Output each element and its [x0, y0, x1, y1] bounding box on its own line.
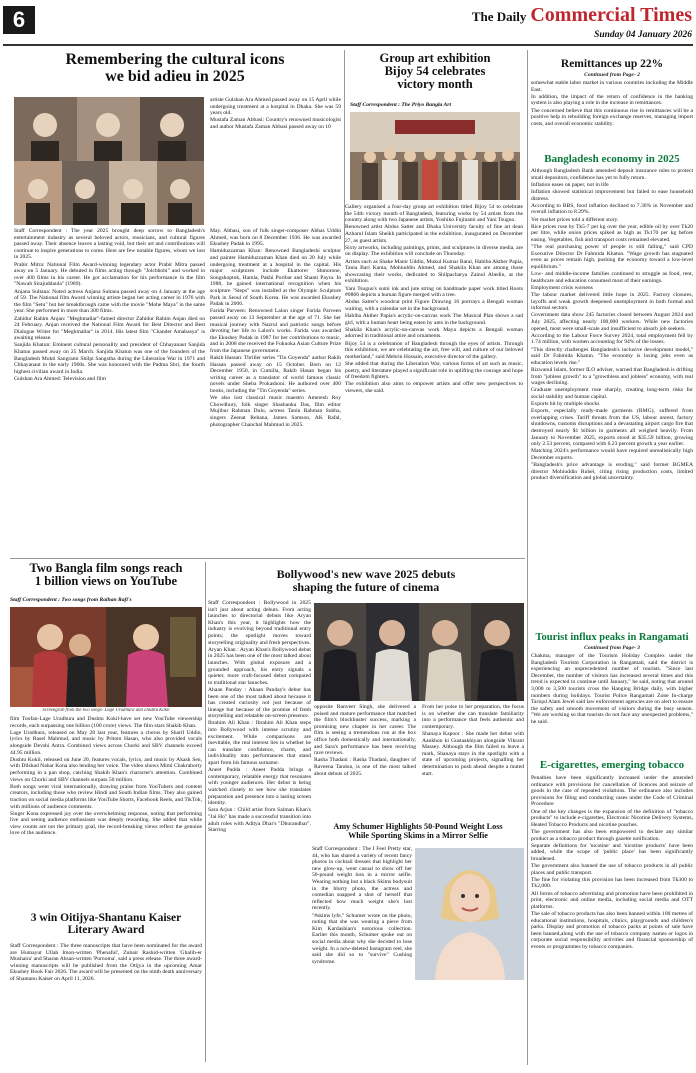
amy-headline: Amy Schumer Highlights 50-Pound Weight Loss While Sporting Skims in a Mirror Selfie: [333, 823, 503, 840]
ecig-body: Penalties have been significantly increased under the amended ordinance with provisions for cancellation of licences and seizure of goods in the case of repeated violations. The ordinance also includes provisions for filing and conducting cases under the Code of Criminal Procedure One of the key changes is the expansion of the definition of "tobacco products" to include e-cigarettes, Electronic Nicotine Delivery Systems, Heated Tobacco Products and nicotine pouches. The government has also been empowered to declare any similar product as a tobacco product through gazette notification. Separate definitions for 'nicotine' and 'nicotine products' have been added, while the scope of 'public place' has been significantly broadened. The government also banned the use of tobacco products in all public places and public transport. The fine for violating this provision has been increased from Tk300 to Tk2,000. All forms of tobacco advertising and promotion have been prohibited in print, electronic and online media, including social media and OTT platforms. The sale of tobacco products has also been banned within 100 metres of educational institutions, hospitals, clinics, playgrounds and children's parks. Display and promotion of tobacco packs at points of sale have been banned,along with the use of tobacco company names or logos in corporate social responsibility activities and financial sponsorship of events or programmes by tobacco companies.: [531, 775, 693, 950]
cultural-headline: Remembering the cultural icons we bid adieu in 2025: [65, 52, 285, 85]
paper-name: [460, 4, 692, 26]
issue-date: Sunday 04 January 2026: [594, 30, 692, 40]
bollywood-col3: From her poise to her preparation, the focus is on whether she can translate familiarity into a performance that feels authentic and contemporary. Shanaya Kapoor : She made her debut with Aankhon ki Gustaakhiyan alongside Vikrant Massey. Although the film failed to leave a mark, Shanaya stays in the spotlight with a state of upcoming projects, signalling her determination to push ahead despite a muted start.: [422, 704, 524, 777]
col-divider-bottom: [205, 562, 206, 1062]
amy-photo: [415, 848, 524, 980]
songs-headline: Two Bangla film songs reach 1 billion views on YouTube: [29, 562, 183, 589]
bollywood-headline: Bollywood's new wave 2025 debuts shaping the future of cinema: [276, 568, 456, 594]
section-rule: [10, 558, 525, 559]
paper-name-main: Commercial Times: [530, 4, 692, 26]
oitijya-body: Staff Correspondent : The three manuscripts that have been nominated for the award are Humayut Ullah Imon-written 'Phenaful', Zubair Rashid-written 'Ghalib-er Mushaira' and Sharan Ahsan-written 'Purnoma', said a press release. The three award-winning manuscripts will be published from the Otijya in the upcoming Amar Ekushey Book Fair 2026. The award will be presented on the ninth death anniversary of Shantanu Kaiser on April 11, 2026.: [10, 943, 202, 982]
bollywood-photo: [314, 603, 524, 701]
exhibition-byline: Staff Correspondent : The Priyo Bangla Art: [350, 102, 452, 108]
remit-headline: Remittances up 22%: [560, 58, 664, 70]
songs-byline: Staff Correspondent : Two songs from Raihan Rafi's: [10, 597, 132, 603]
tourist-headline: Tourist influx peaks in Rangamati: [535, 632, 689, 643]
songs-photo: [10, 607, 202, 707]
remit-continued: Continued from Page- 2: [584, 72, 640, 78]
oitijya-headline: 3 win Oitijya-Shantanu Kaiser Literary Award: [30, 912, 182, 937]
songs-body: film Toofan-Lage Uradhura and Dushtu Kokil-have set new YouTube viewership records, each surpassing one billion (100 crore) views. The film stars Shakib Khan. Lage Uradhura, released on May 28 last year, features a chorus by Sharif Uddin, lyrics by Rasel Mahmud, and music by Pritom Hasan, who also provided vocals alongside Devshi Antra. Combined views across Chorki and SBV channels exceed 44.95 million. Dushtu Kokil, released on June 20, features vocals, lyrics, and music by Akash Sen, with Dilshad Nahar Kona also lending her voice. The video shows Mimi Chakraborty performing in a pan shop, catching Shakib Khan's character's attention. Combined views on Chorki and SBV channels surpass 50 million. Both songs went viral internationally, drawing praise from YouTubers and content creators, including those who review Hindi and South Indian films. They also gained traction on social media platforms like YouTube Shorts, Facebook Reels, and TikTok, with millions of audience comments. Singer Kona expressed joy over the overwhelming response, noting that performing live and seeing audience enthusiasm was deeply rewarding. She added that while view counts are not the primary goal, the record-breaking views reflect the genuine love of the audience.: [10, 716, 202, 837]
masthead-rule: [3, 44, 693, 46]
tourist-body: Chakma, manager of the Tourism Holiday Complex under the Bangladesh Tourism Corporation in Rangamati, said the district is experiencing an unprecedented number of tourists. "Since last December, the number of visitors has increased several times and this trend is expected to continue until January," he said, noting that around 3,000 to 3,500 tourists cross the Hanging Bridge daily, with higher numbers during holidays. Tourist Police Rangamati Zone In-charge Tariqul Alam Jewel said law enforcement agencies are on alert to ensure the safety and smooth movement of visitors during the busy season. "We are working so that tourists do not face any unexpected problems," he said.: [531, 653, 693, 725]
ecig-headline: E-cigarettes, emerging tobacco: [539, 760, 685, 771]
exhibition-headline: Group art exhibition Bijoy 54 celebrates victory month: [379, 52, 491, 92]
col-divider-right: [527, 50, 528, 1065]
bollywood-col2: opposite Ranveer Singh, she delivered a poised and mature performance that matched the film's blockbuster success, marking a promising new chapter in her career. The film is seeing a tremendous run at the box office both domestically and internationally, and Sara's performance has been receiving rave reviews. Rasha Thadani : Rasha Thadani, daughter of Raveena Tandon, is one of the most talked about debuts of 2025.: [314, 704, 416, 777]
paper-name-prefix: The Daily: [471, 9, 527, 24]
page-number: 6: [3, 6, 35, 34]
remit-body: somewhat stable labor market in various countries including the Middle East. In addition, the impact of the return of confidence in the banking system is also playing a role in the increase in remittances. The concerned believe that this continuous rise in remittances will be a positive help in rebuilding foreign exchange reserves, managing import costs, and overall economic stability.: [531, 80, 693, 127]
cultural-col2-top: artiste Gulshan Ara Ahmed passed away on 15 April while undergoing treatment at a hospital in Dhaka. She was 59 years old. Mustafa Zaman Abbasi: Country's renowned musicologist and author Mustafa Zaman Abbasi passed away on 10: [210, 97, 341, 130]
exhibition-photo: [350, 112, 520, 200]
cultural-photo-collage: [14, 97, 204, 225]
bollywood-col1: Staff Correspondent : Bollywood in 2025 isn't just about acting debuts. From acting launches to directorial debuts like Aryan Khan's this year, it highlights how the industry is evolving beyond traditional entry points; the spotlight moves toward storytelling originality and fresh perspectives. Aryan Khan : Aryan Khan's Bollywood debut in 2025 has been one of the most talked about launches. With global exposure and a grounded approach, his entry signals a quieter, more craft-focused debut compared to traditional star launches. Ahaan Panday : Ahaan Panday's debut has been one of the most talked about because it has created curiosity not just because of lineage but because of the promise of fresh storytelling and relatable on-screen presence. Ibrahim Ali Khan : Ibrahim Ali Khan steps into Bollywood with intense scrutiny and excitement. While comparisons are inevitable, the real interest lies in whether he can translate confidence, charm, and individuality into performances that stand apart from his famous surname. Aneet Padda : Aneet Padda brings a contemporary, relatable energy that resonates with younger audiences. Her debut is being watched closely to see how she translates preparation and presence into a lasting screen identity. Sara Arjun : Child artist from Salman Khan's "Jai Ho" has made a successful transition into adult roles with Aditya Dhar's "Dhurandhar". Starring: [208, 600, 311, 834]
cultural-col1: Staff Correspondent : The year 2025 brought deep sorrow to Bangladesh's entertainment industry as several beloved actors, musicians, and cultural figures passed away. Their absence leaves a lasting void, but their art and contributions will continue to inspire generations to come. Here are few notable figures, whom we lost in 2025. Prabir Mitra: National Film Award-winning legendary actor Prabir Mitra passed away on 5 January. He debuted in films acting through "Jolchhobi" and worked in over 400 films in his career. He got acclamation for his performance in the film "Nawab Sirajuddaula" (1989). Anjana Sultana: Noted actress Anjana Sultana passed away on 4 January at the age of 59. The National film Award winning artiste began her acting career in 1976 with the film "Setu" but her breakthrough came with the movie "Mohe Maya" in the same year. She performed in more than 300 films. Zahidur Rahim Anjan: "Meghmallar"-famed director Zahidur Rahim Anjan died on 24 February. Anjan received the National Film Award for Best Director and Best Dialogue Writer for "Meghmallar" in 2014. His latest film "Chander Amabasya" is awaiting release. Sanjida Khatun: Eminent cultural personality and president of Chhayanaut Sanjida Khatun passed away on 25 March. Sanjida Khatun was one of the founders of the Bangladesh Mukti Sangrami Shilpi Sangstha during the Liberation War in 1971 and Chhayanaut in the early 1960s. She was honoured with the Padma Shri, the fourth highest civilian award in India. Gulshan Ara Ahmed: Television and film: [14, 228, 205, 383]
amy-col1: Staff Correspondent : The I Feel Pretty star, 44, who has shared a variety of recent fancy photos in cocktail dresses that highlight her new glow-up, went casual to show off her 50-pound weight loss in a mirror selfie. Wearing nothing but a black Skims bodysuit in the blurry photo, the actress and comedian snapped a shot of herself that reflected how much weight she's lost recently. "#skims lyfe," Schumer wrote on the photo, noting that she was wearing a piece from Kim Kardashian's notorious collection. Earlier this month, Schumer spoke out on social media about why she decided to lose weight. In a now-deleted Instagram reel, she said she did so to "survive" Cushing syndrome.: [312, 846, 412, 965]
tourist-continued: Continued from Page- 3: [584, 645, 640, 651]
economy-body: Although Bangladesh Bank amended deposit insurance rules to protect small depositors, confidence has yet to fully return. Inflation eases on paper, not in life Inflation showed statistical improvement but failed to ease household distress. According to BBS, food inflation declined to 7.36% in November and overall inflation to 8.29%. Yet market prices told a different story. Rice prices rose by Tk5-7 per kg over the year, edible oil by over Tk20 per litre, while onion prices spiked as high as Tk170 per kg before easing. Vegetables, fish and transport costs remained elevated. "The real purchasing power of people is still falling," said CPD Executive Director Dr Fahmida Khatun. "Wage growth has stagnated even as prices remain high, pushing the economy toward a low-level equilibrium." Low- and middle-income families continued to struggle as food, rent, healthcare and education consumed most of their earnings. Employment crisis worsens The labour market delivered little hope in 2025. Factory closures, layoffs and weak growth deepened unemployment in both formal and informal sectors. Government data show 245 factories closed between August 2024 and July 2025, affecting nearly 100,000 workers. While new factories opened, most were small-scale and insufficient to absorb job seekers. According to the Labour Force Survey 2024, total employment fell by 1.74 million, with women accounting for 94% of the losses. "This directly challenges Bangladesh's inclusive development model," said Dr Fahmida Khatun. "The economy is losing jobs even as education levels rise." Rizwanul Islam, former ILO adviser, warned that Bangladesh is drifting from "jobless growth" to a "growthless and jobless" economy, with real wages declining. Graduate unemployment rose sharply, creating long-term risks for social stability and human capital. Exports hit by multiple shocks Exports, especially ready-made garments (RMG), suffered from overlapping crises. Tariff threats from the US, labour unrest, factory shutdowns, customs disruptions and a devastating airport cargo fire that destroyed nearly $1 billion in garments all weighed heavily. From January to November 2025, exports stood at $35.59 billion, growing only 2.53 percent, compared with 6.23 percent growth a year earlier. Matching 2024's performance would have required unrealistically high December exports. "Bangladesh's price advantage is eroding," said former BGMEA director Mohiuddin Rubel, citing rising production costs, limited product diversification and global uncertainty.: [531, 168, 693, 482]
cultural-col2: May. Abbasi, son of folk singer-composer Abbas Uddin Ahmed, was born on 8 December 1936. He was awarded Ekushey Padak in 1995. Hamiduzzaman Khan: Renowned Bangladeshi sculptor and painter Hamiduzzaman Khan died on 20 July while undergoing treatment at a hospital in the capital. His major sculptures include Ekattorer Shmorone, Songshoptok, Hamla, Pakhi Poribar and Shanti Payra. In 1988, he gained international recognition when his sculpture "Steps" was installed at the Olympic Sculpture Park in Seoul of South Korea. He was awarded Ekushey Padak in 2006. Farida Parveen: Renowned Lalon singer Farida Parveen passed away on 13 September at the age of 71. She her musical journey with Nazrul and patriotic songs before devoting her life to Lalon's works. Farida was awarded the Ekushey Padak in 1987 for her contributions to music, and in 2008 she received the Fukuoka Asian Culture Prize from the Japanese government. Rakib Hassan: Thriller series "Tin Goyenda" author Rakib Hassan passed away on 15 October. Born on 12 December 1950, in Cumilla, Rakib Hasan began his writing career as a translator of world famous classic novels under Sheba Prokashoni. He authored over 400 books, including the "Tin Goyenda" series. We also lost classical music maestro Ameresh Roy Chowdhury, folk singer Shashanka Das, film editor Mujibur Rahman Dulu, actress Tanin Rahman Subha, singers Zeenat Rehana, James Samson, AK Rafal, photographer Chanchal Mahmud in 2025.: [210, 228, 341, 428]
songs-caption: Screengrab from the two songs- Lage Uradhura and Dushtu Kokil: [42, 708, 170, 713]
economy-headline: Bangladesh economy in 2025: [544, 154, 680, 165]
exhibition-body: Gallery organised a four-day group art exhibition titled Bijoy 54 to celebrate the 54th victory month of Bangladesh, featuring works by 54 artists from the country along with two Japanese artists, Yoshiko Fujinami and Yani Tsuguo. Renowned artist Abdus Satter and Dhaka University faculty of fine art dean Azharul Islam Sheikh participated in the exhibition, inaugurated on December 27, as guest artists. Sixty artworks, including paintings, prints, and sculptures in diverse media, are on display. The exhibition will conclude on Thursday. Artists such as Shake Manir Uddin, Mukul Kumar Barai, Habiba Akther Papia, Tania Bari Kanta, Mohiuddin Ahmed, and Shakila Khan are among those showcasing their works, dedicated to Shilpacharya Zainul Abedin, at the exhibition. Yani Tsuguo's sumi ink and jute string on handmade paper work titled Roots #0866 depicts a human figure merged with a tree. Abdus Satter's woodcut print Figure Drawing 16 portrays a Bengali woman waiting, with a calendar set in the background. Habiba Akther Papia's acrylic-on-canvas work The Musical Plan shows a sad girl, with a human heart being eaten by ants in the background. Shakila Khan's acrylic-on-canvas work Maya depicts a Bengali woman adorned in traditional attire and ornaments. Bijoy 54 is a celebration of Bangladesh through the eyes of artists. Through this exhibition, we are celebrating the art, free will, and culture of our beloved motherland," said Mehrin Hossain, executive director of the gallery. She added that during the Liberation War, various forms of art such as music, poetry, and literature played a significant role in uplifting the courage and hope of freedom fighters. The exhibition also aims to empower artists and offer new perspectives to viewers, she said.: [345, 204, 523, 394]
